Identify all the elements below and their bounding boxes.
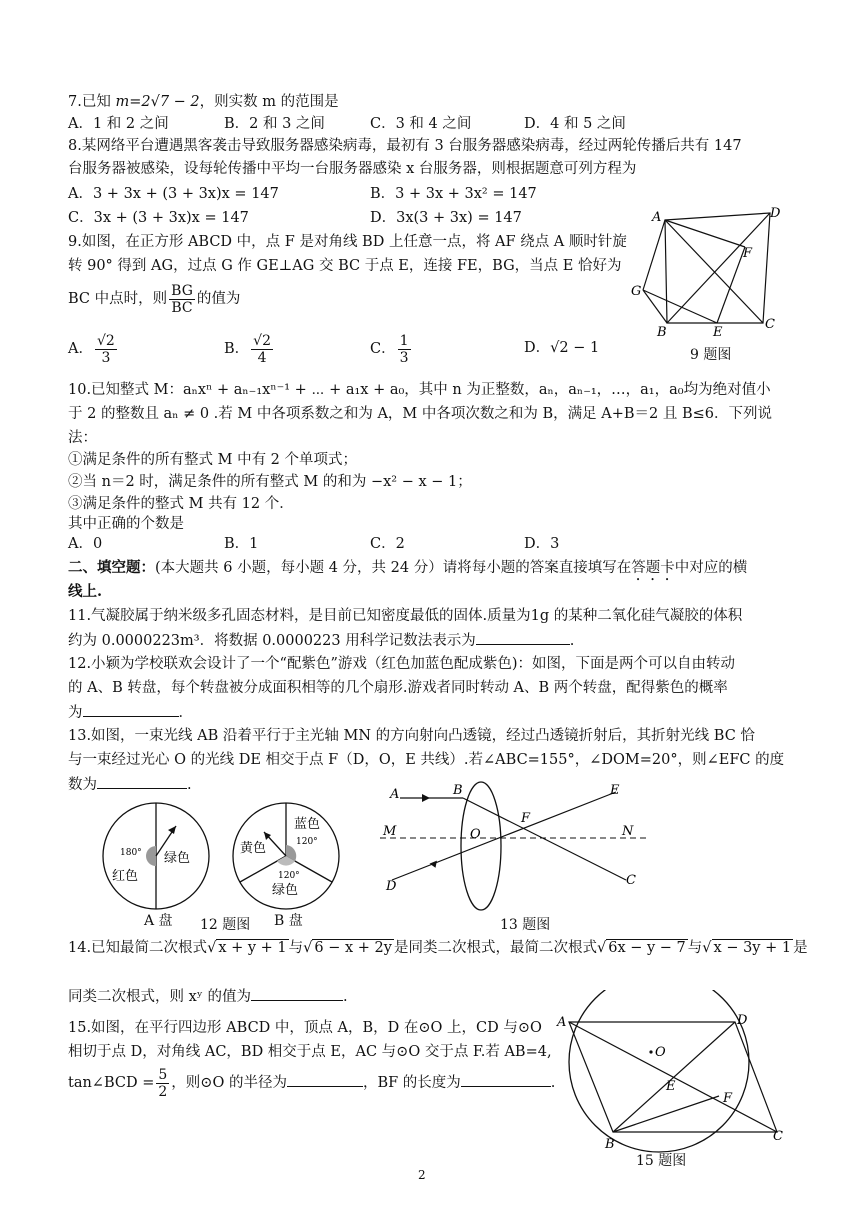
q10-line3: 法： [68, 430, 97, 446]
q9-option-a[interactable]: A． $\frac{√2}{3}$ [68, 332, 115, 366]
q9-line2: 转 90° 得到 AG，过点 G 作 GE⊥AG 交 BC 于点 E，连接 FE，BG，当点 E 恰好为 [68, 258, 622, 274]
q15-label-e: E [666, 1079, 676, 1094]
q9-option-d[interactable]: D．√2 − 1 [524, 340, 600, 356]
q9-line1: 9.如图，在正方形 ABCD 中，点 F 是对角线 BD 上任意一点，将 AF 绕点 A 顺时针旋 [68, 234, 627, 250]
q14-line1: 14.已知最简二次根式√ x + y + 1 与√ 6 − x + 2y 是同类二次根式，最简二次根式√ 6x − y − 7 与√ x − 3y + 1 是 [68, 940, 808, 956]
q14-answer-blank[interactable] [251, 986, 343, 1001]
q9-option-b[interactable]: B． $\frac{√2}{4}$ [224, 332, 271, 366]
q11-answer-blank[interactable] [476, 630, 570, 645]
q10-statement-3: ③满足条件的整式 M 共有 12 个． [68, 496, 294, 512]
q10-statement-2: ②当 n＝2 时，满足条件的所有整式 M 的和为 −x² − x − 1； [68, 474, 472, 490]
q11-line2: 约为 0.0000223m³．将数据 0.0000223 用科学记数法表示为 . [68, 630, 574, 651]
q15-caption: 15 题图 [636, 1153, 687, 1169]
q13-label-b: B [453, 783, 463, 798]
q9-caption: 9 题图 [690, 347, 732, 363]
q15-radius-blank[interactable] [287, 1072, 363, 1087]
q10-option-a[interactable]: A．0 [68, 536, 103, 552]
q10-option-c[interactable]: C．2 [370, 536, 405, 552]
q15-label-f: F [723, 1091, 733, 1106]
q13-label-o: O [470, 827, 481, 842]
q7-option-a[interactable]: A．1 和 2 之间 [68, 116, 169, 132]
q10-ask: 其中正确的个数是 [68, 516, 184, 532]
q15-label-c: C [773, 1129, 783, 1144]
q10-line2: 于 2 的整数且 aₙ ≠ 0 .若 M 中各项系数之和为 A，M 中各项次数之和为 B，满足 A+B＝2 且 B≤6．下列说 [68, 406, 773, 422]
q12-disk-a-red: 红色 [112, 869, 139, 884]
q13-label-f: F [521, 811, 531, 826]
q12-disk-a-green: 绿色 [164, 851, 191, 866]
section2-header: 二、填空题：(本大题共 6 小题，每小题 4 分，共 24 分）请将每小题的答案直接填写在答题卡中对应的横 [68, 559, 748, 576]
q8-option-c[interactable]: C．3x + (3 + 3x)x = 147 [68, 210, 249, 226]
q13-line1: 13.如图，一束光线 AB 沿着平行于主光轴 MN 的方向射向凸透镜，经过凸透镜折射后，其折射光线 BC 恰 [68, 728, 755, 744]
q15-label-o: O [655, 1045, 666, 1060]
q8-option-b[interactable]: B．3 + 3x + 3x² = 147 [370, 186, 537, 202]
q9-label-f: F [743, 246, 753, 261]
q12-disk-b-blue: 蓝色 [294, 817, 321, 832]
q13-label-e: E [610, 783, 620, 798]
q15-line3: tan∠BCD = $\frac{5}{2}$ ，则⊙O 的半径为 ，BF 的长度为 . [68, 1066, 556, 1100]
q12-line1: 12.小颖为学校联欢会设计了一个“配紫色”游戏（红色加蓝色配成紫色)：如图，下面是两个可以自由转动 [68, 656, 736, 672]
q10-line1: 10.已知整式 M：aₙxⁿ + aₙ₋₁xⁿ⁻¹ + ⋯ + a₁x + a₀，其中 n 为正整数，aₙ，aₙ₋₁，…，a₁，a₀均为绝对值小 [68, 382, 771, 398]
q14-line2: 同类二次根式，则 xʸ 的值为 . [68, 986, 348, 1007]
q7-option-b[interactable]: B．2 和 3 之间 [224, 116, 325, 132]
q9-line3: BC 中点时，则 $\frac{BG}{BC}$ 的值为 [68, 282, 241, 316]
q12-disk-b-yellow: 黄色 [240, 841, 267, 856]
q12-disk-b[interactable] [233, 803, 339, 909]
q9-figure [625, 205, 790, 350]
q12-disk-a[interactable] [103, 803, 209, 909]
q8-option-a[interactable]: A．3 + 3x + (3 + 3x)x = 147 [68, 186, 279, 202]
q15-bf-blank[interactable] [461, 1072, 551, 1087]
q15-line1: 15.如图，在平行四边形 ABCD 中，顶点 A，B，D 在⊙O 上，CD 与⊙O [68, 1020, 542, 1036]
section2-line2: 线上. [68, 583, 103, 600]
q9-label-b: B [657, 325, 667, 340]
q10-option-d[interactable]: D．3 [524, 536, 560, 552]
q12-figure [98, 798, 348, 928]
q12-disk-b-angle2: 120° [278, 871, 300, 881]
page-number: 2 [418, 1168, 426, 1182]
q12-disk-a-angle: 180° [120, 848, 142, 858]
q9-label-c: C [765, 317, 775, 332]
q13-label-c: C [626, 873, 636, 888]
q12-line3: 为 ． [68, 702, 193, 723]
q9-option-c[interactable]: C． $\frac{1}{3}$ [370, 332, 409, 366]
q12-disk-a-label: A 盘 [144, 913, 173, 929]
q12-disk-b-label: B 盘 [274, 913, 303, 929]
q13-label-d: D [386, 879, 397, 894]
q11-line1: 11.气凝胶属于纳米级多孔固态材料，是目前已知密度最低的固体.质量为1g 的某种二氧化硅气凝胶的体积 [68, 608, 743, 624]
q10-option-b[interactable]: B．1 [224, 536, 259, 552]
q12-disk-b-angle1: 120° [296, 837, 318, 847]
q9-label-d: D [770, 206, 781, 221]
q15-label-b: B [605, 1137, 615, 1152]
q13-line3: 数为 . [68, 774, 192, 795]
q8-line2: 台服务器被感染，设每轮传播中平均一台服务器感染 x 台服务器，则根据题意可列方程为 [68, 161, 637, 177]
q7-option-d[interactable]: D．4 和 5 之间 [524, 116, 626, 132]
q7-option-c[interactable]: C．3 和 4 之间 [370, 116, 472, 132]
q13-label-m: M [383, 824, 397, 839]
q13-label-a: A [390, 787, 400, 802]
q9-label-e: E [713, 325, 723, 340]
q15-figure [555, 990, 785, 1155]
section2-title: 二、填空题： [68, 559, 155, 576]
q12-disk-b-green: 绿色 [272, 883, 299, 898]
q13-answer-blank[interactable] [97, 774, 187, 789]
q10-statement-1: ①满足条件的所有整式 M 中有 2 个单项式； [68, 452, 358, 468]
q13-figure [378, 780, 658, 920]
q9-label-a: A [652, 210, 662, 225]
q12-answer-blank[interactable] [83, 702, 179, 717]
q8-line1: 8.某网络平台遭遇黑客袭击导致服务器感染病毒，最初有 3 台服务器感染病毒，经过两轮传播后共有 147 [68, 138, 742, 154]
q13-caption: 13 题图 [500, 917, 551, 933]
q15-label-d: D [737, 1013, 748, 1028]
q7-stem: 7.已知 m=2√7 − 2，则实数 m 的范围是 [68, 94, 339, 110]
q13-label-n: N [622, 824, 634, 839]
q15-label-a: A [557, 1015, 567, 1030]
q9-label-g: G [631, 284, 642, 299]
q13-line2: 与一束经过光心 O 的光线 DE 相交于点 F（D，O，E 共线）.若∠ABC=155°，∠DOM=20°，则∠EFC 的度 [68, 752, 785, 768]
q15-line2: 相切于点 D，对角线 AC，BD 相交于点 E，AC 与⊙O 交于点 F.若 AB=4, [68, 1044, 552, 1060]
q12-line2: 的 A、B 转盘，每个转盘被分成面积相等的几个扇形.游戏者同时转动 A、B 两个转盘，配得紫色的概率 [68, 680, 728, 696]
q12-caption: 12 题图 [200, 917, 251, 933]
q8-option-d[interactable]: D．3x(3 + 3x) = 147 [370, 210, 522, 226]
